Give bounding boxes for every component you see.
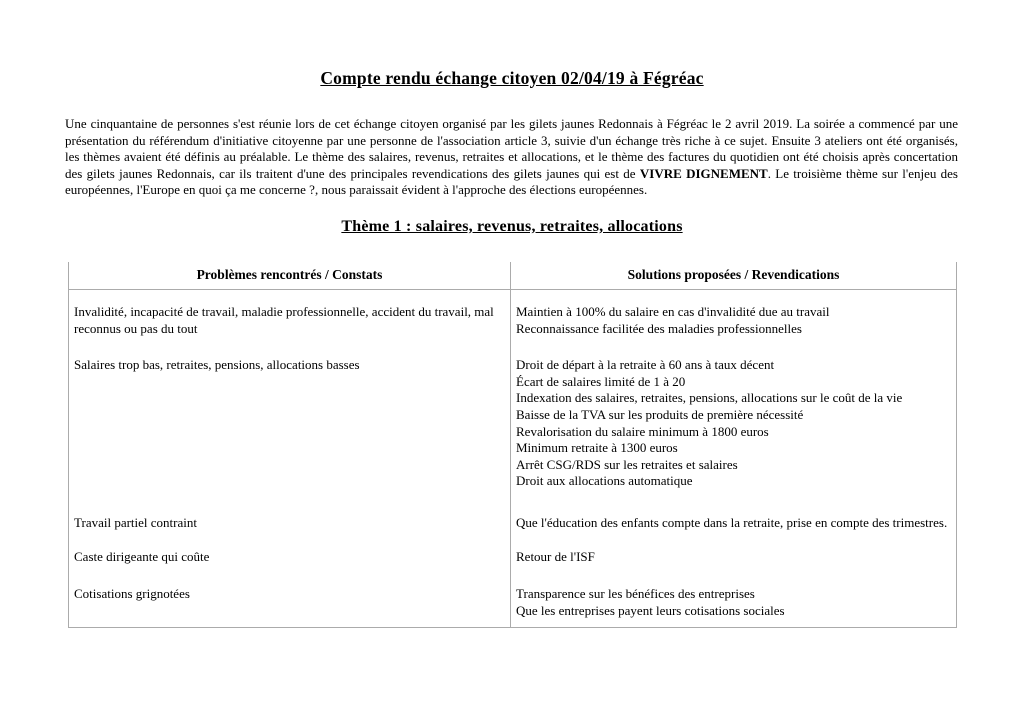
problems-cell [69,535,511,569]
theme-1-table [68,262,957,628]
cell-line: Cotisations grignotées [74,586,190,602]
cell-line: Salaires trop bas, retraites, pensions, allocations basses [74,357,360,373]
table-row [69,340,957,498]
cell-line: Que l'éducation des enfants compte dans la retraite, prise en compte des trimestres. [516,514,948,530]
problems-cell [69,289,511,340]
cell-line: Baisse de la TVA sur les produits de première nécessité [516,406,804,422]
intro-bold-phrase: VIVRE DIGNEMENT [639,165,768,181]
cell-line: Écart de salaires limité de 1 à 20 [516,373,686,389]
cell-line: Transparence sur les bénéfices des entreprises [516,586,755,602]
cell-line: Droit de départ à la retraite à 60 ans à taux décent [516,357,775,373]
intro-text-after: . Le troisième thème sur l'enjeu des européennes, l'Europe en quoi ça me concerne ?, nous paraissait évident à l'approche des élections européennes. [65,165,958,198]
cell-line: Arrêt CSG/RDS sur les retraites et salaires [516,456,738,472]
cell-line: Revalorisation du salaire minimum à 1800 euros [516,423,769,439]
cell-line: Que les entreprises payent leurs cotisations sociales [516,602,785,618]
intro-text-before: Une cinquantaine de personnes s'est réunie lors de cet échange citoyen organisé par les gilets jaunes Redonnais à Fégréac le 2 avril 2019. La soirée a commencé par une présentation du référendum d'initiative citoyenne par une personne de l'association article 3, suivie d'un échange très riche à ce sujet. Ensuite 3 ateliers ont été organisés, les thèmes avaient été définis au préalable. Le thème des salaires, revenus, retraites et allocations, et le thème des factures du quotidien ont été choisis après concertation des gilets jaunes Redonnais, car ils traitent d'une des principales revendications des gilets jaunes qui est de [65,116,958,181]
solutions-cell [511,568,957,628]
cell-line: Retour de l'ISF [516,548,595,564]
problems-cell [69,340,511,498]
intro-paragraph [65,116,958,199]
cell-line: Caste dirigeante qui coûte [74,548,210,564]
column-header-solutions: Solutions proposées / Revendications [511,262,957,290]
table-header-row [69,262,957,290]
cell-line: Indexation des salaires, retraites, pensions, allocations sur le coût de la vie [516,390,903,406]
cell-line: Droit aux allocations automatique [516,473,693,489]
solutions-cell [511,289,957,340]
column-header-problems: Problèmes rencontrés / Constats [69,262,511,290]
table-row [69,568,957,628]
theme-1-heading: Thème 1 : salaires, revenus, retraites, allocations [341,217,683,235]
cell-line: Minimum retraite à 1300 euros [516,440,678,456]
problems-cell [69,568,511,628]
solutions-cell [511,340,957,498]
table-row [69,289,957,340]
table-body [69,289,957,627]
problems-cell [69,498,511,535]
table-header [69,262,957,290]
table-row [69,535,957,569]
solutions-cell [511,498,957,535]
cell-line: Invalidité, incapacité de travail, maladie professionnelle, accident du travail, mal reconnus ou pas du tout [74,303,494,336]
cell-line: Travail partiel contraint [74,514,197,530]
page-title: Compte rendu échange citoyen 02/04/19 à Fégréac [320,68,704,88]
cell-line: Reconnaissance facilitée des maladies professionnelles [516,320,802,336]
solutions-cell [511,535,957,569]
cell-line: Maintien à 100% du salaire en cas d'invalidité due au travail [516,303,830,319]
table-row [69,498,957,535]
